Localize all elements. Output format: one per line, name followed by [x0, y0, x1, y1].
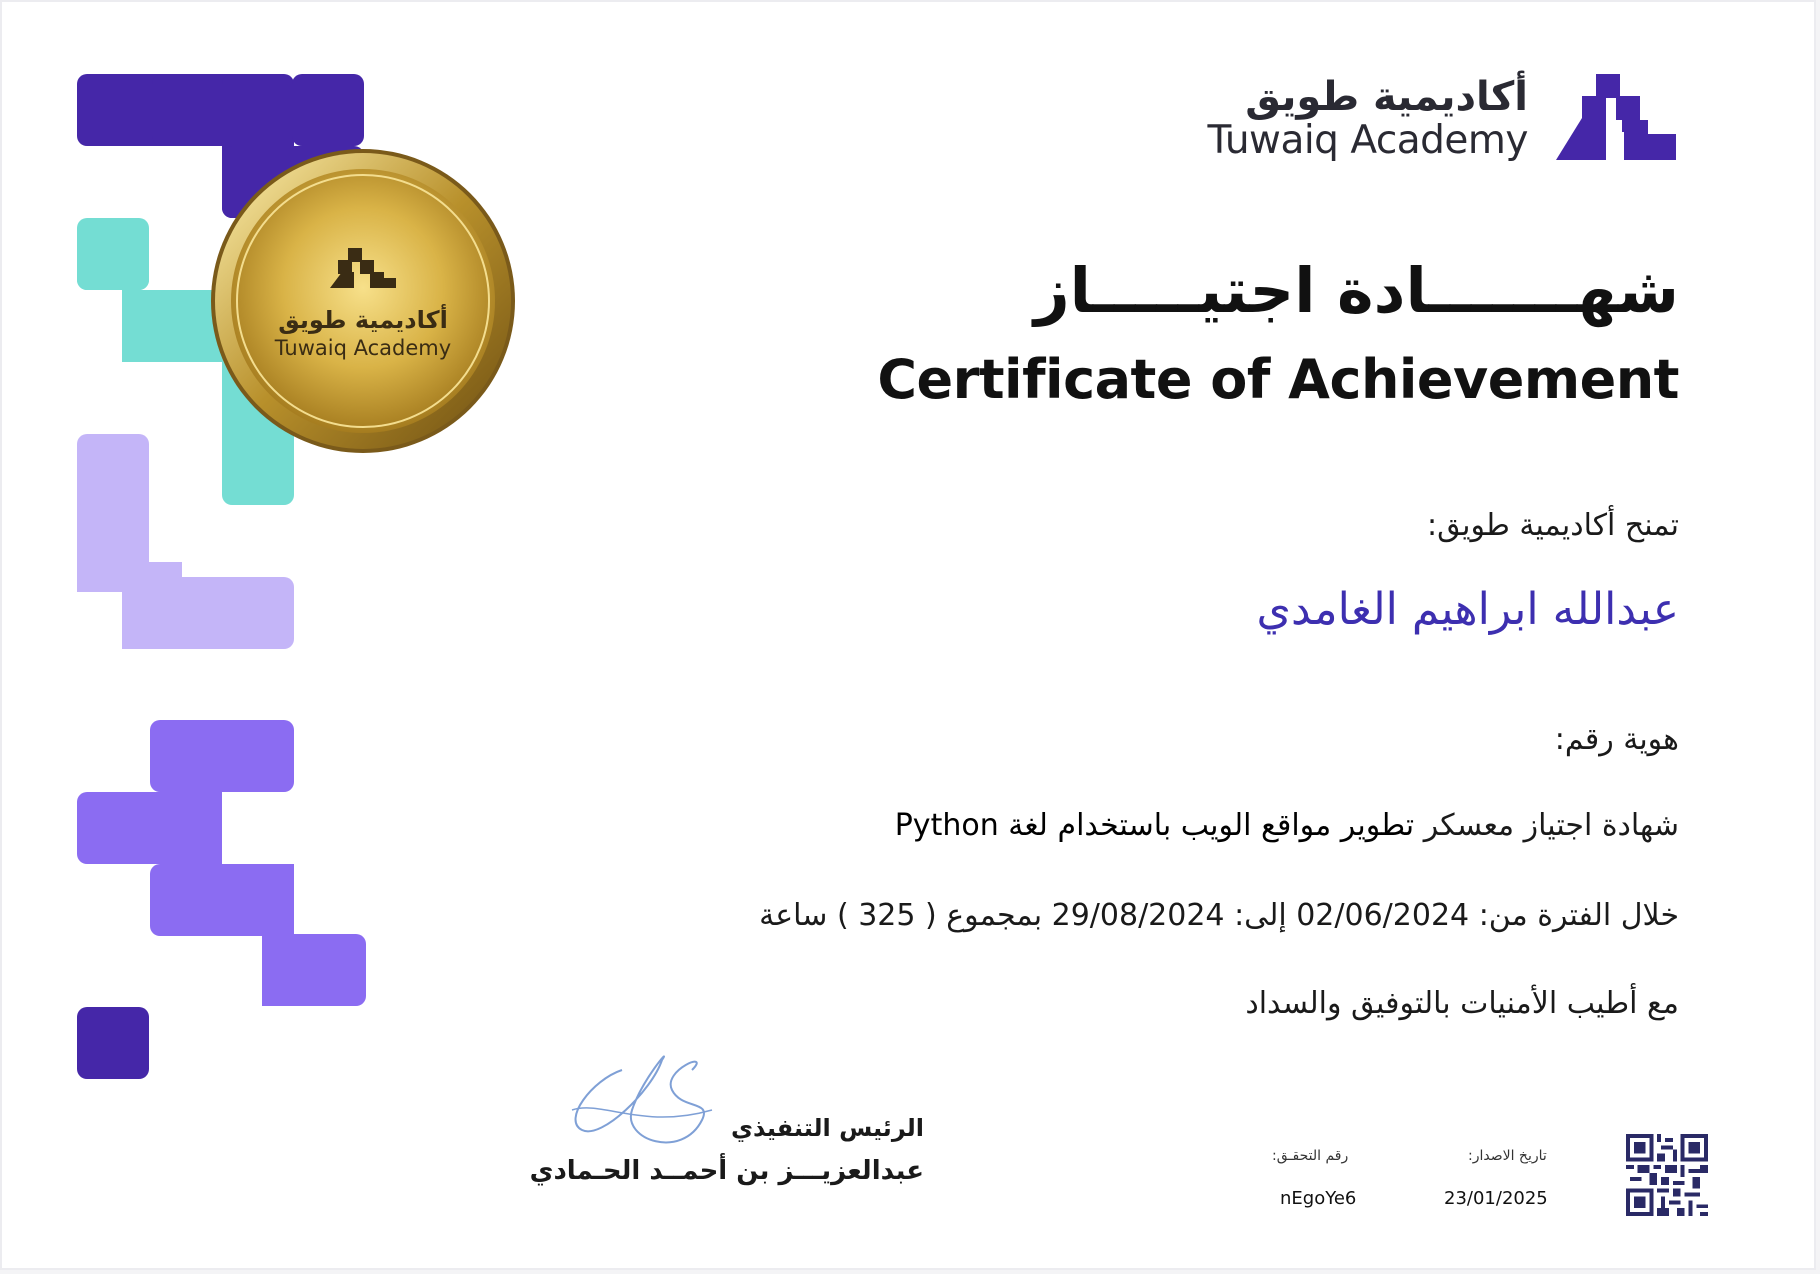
verify-code-label: رقم التحقـق: [1272, 1148, 1349, 1164]
title-arabic: شهـــــــادة اجتيـــــاز [1033, 254, 1679, 327]
verify-code-value: nEgoYe6 [1280, 1188, 1357, 1209]
hours-unit: ساعة [759, 898, 828, 933]
gold-seal-icon [208, 146, 518, 456]
grant-line: تمنح أكاديمية طويق: [1427, 508, 1679, 543]
issue-date-label: تاريخ الاصدار: [1468, 1148, 1547, 1164]
program-prefix: شهادة اجتياز معسكر [1423, 808, 1679, 843]
qr-code-icon [1626, 1134, 1708, 1216]
medal-name-en: Tuwaiq Academy [274, 336, 452, 360]
period-prefix: خلال الفترة من: [1478, 898, 1679, 933]
tuwaiq-logo-icon [1556, 74, 1678, 164]
signatory-role: الرئيس التنفيذي [730, 1114, 924, 1142]
total-word: بمجموع [946, 898, 1043, 933]
bottom-square [77, 1007, 149, 1079]
medal-name-ar: أكاديمية طويق [278, 306, 448, 334]
signatory-name: عبدالعزيـــز بن أحمــد الحـمادي [529, 1156, 924, 1186]
brand-name-ar: أكاديمية طويق [1245, 74, 1528, 120]
period-line [759, 898, 1679, 933]
brand-name-en: Tuwaiq Academy [1207, 118, 1528, 163]
recipient-name: عبدالله ابراهيم الغامدي [1256, 584, 1679, 635]
violet-blocks [77, 720, 366, 1006]
closing-line: مع أطيب الأمنيات بالتوفيق والسداد [1245, 986, 1679, 1021]
brand-logo [1208, 74, 1678, 166]
id-line: هوية رقم: [1554, 722, 1679, 757]
end-date: 29/08/2024 [1051, 898, 1225, 933]
to-word: إلى: [1234, 898, 1287, 933]
program-line [895, 808, 1679, 843]
start-date: 02/06/2024 [1296, 898, 1470, 933]
title-english: Certificate of Achievement [877, 348, 1679, 411]
issue-date-value: 23/01/2025 [1444, 1188, 1548, 1209]
signature-drawing [562, 1050, 722, 1160]
program-name: تطوير مواقع الويب باستخدام لغة Python [894, 808, 1415, 843]
hours-count: ( 325 ) [836, 898, 937, 933]
